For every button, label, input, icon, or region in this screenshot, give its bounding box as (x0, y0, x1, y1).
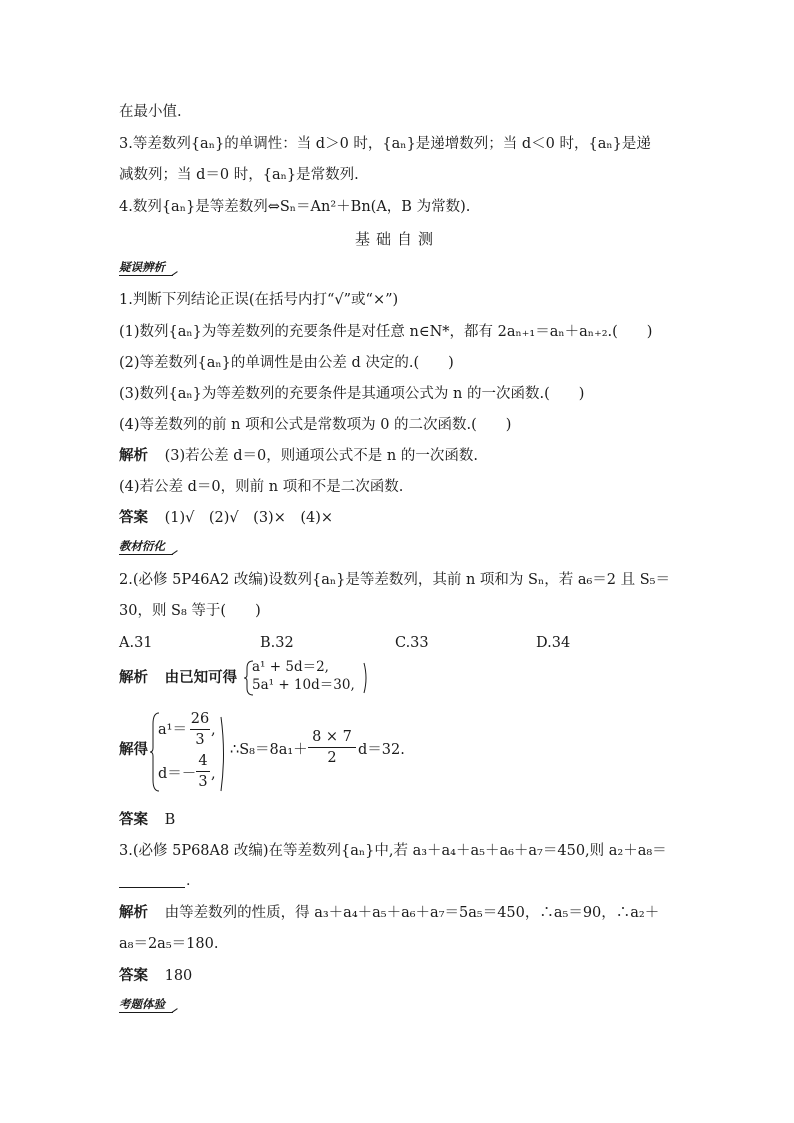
explanation-line (119, 903, 659, 923)
fraction-8x7-2 (308, 728, 356, 767)
explanation-line: (4)若公差 d＝0，则前 n 项和不是二次函数. (119, 479, 404, 495)
section-tag: 教材衍化 (119, 539, 173, 555)
answer-text: (1)√ (2)√ (3)× (4)× (164, 510, 334, 526)
fraction-4-3 (196, 752, 210, 791)
option-a: A.31 (119, 635, 153, 651)
option-b: B.32 (260, 635, 294, 651)
explanation-text: 由已知可得 (164, 669, 238, 686)
answer-text: B (164, 812, 176, 828)
option-c: C.33 (395, 635, 429, 651)
question-stem: 1.判断下列结论正误(在括号内打“√”或“×”) (119, 292, 399, 308)
fraction-bar (308, 747, 356, 748)
solve-label: 解得 (119, 741, 148, 758)
question-stem: 30，则 S₈ 等于( ) (119, 603, 261, 619)
solution-a1-lhs: a¹＝ (158, 722, 187, 738)
section-tag: 考题体验 (119, 997, 173, 1013)
equation-1: a¹ + 5d＝2, (252, 659, 329, 675)
explanation-line (119, 446, 478, 466)
fraction-denominator: 3 (195, 732, 205, 748)
text-line: 在最小值. (119, 104, 182, 120)
question-item: (4)等差数列的前 n 项和公式是常数项为 0 的二次函数.( ) (119, 417, 512, 433)
question-stem: 2.(必修 5P46A2 改编)设数列{aₙ}是等差数列，其前 n 项和为 Sₙ，若 a₆＝2 且 S₅＝ (119, 572, 670, 588)
comma: , (211, 722, 216, 738)
answer-label: 答案 (119, 811, 148, 828)
fraction-bar (190, 729, 210, 730)
question-item: (1)数列{aₙ}为等差数列的充要条件是对任意 n∈N*，都有 2aₙ₊₁＝aₙ＋aₙ₊₂.( ) (119, 324, 653, 340)
comma: , (211, 766, 216, 782)
explanation-line: a₈＝2a₅＝180. (119, 936, 219, 952)
explanation-line (119, 668, 237, 688)
therefore-expression: ∴S₈＝8a₁＋ (230, 742, 308, 758)
fraction-denominator: 3 (198, 774, 208, 790)
question-item: (2)等差数列{aₙ}的单调性是由公差 d 决定的.( ) (119, 355, 454, 371)
answer-label: 答案 (119, 967, 148, 984)
answer-line (119, 966, 192, 986)
answer-blank (119, 887, 185, 888)
explanation-text: 由等差数列的性质，得 a₃＋a₄＋a₅＋a₆＋a₇＝5a₅＝450，∴a₅＝90，∴a₂＋ (164, 905, 660, 921)
explanation-label: 解析 (119, 904, 148, 921)
answer-label: 答案 (119, 509, 148, 526)
explanation-label: 解析 (119, 447, 148, 464)
answer-text: 180 (164, 968, 193, 984)
text-line: 减数列；当 d＝0 时，{aₙ}是常数列. (119, 167, 359, 183)
fraction-numerator: 8 × 7 (312, 729, 352, 745)
answer-line (119, 810, 175, 830)
text-line: 4.数列{aₙ}是等差数列⇔Sₙ＝An²＋Bn(A，B 为常数). (119, 199, 471, 215)
text-line: 3.等差数列{aₙ}的单调性：当 d＞0 时，{aₙ}是递增数列；当 d＜0 时，{aₙ}是递 (119, 136, 651, 152)
answer-line (119, 508, 333, 528)
solution-d-lhs: d＝－ (158, 766, 197, 782)
question-item: (3)数列{aₙ}为等差数列的充要条件是其通项公式为 n 的一次函数.( ) (119, 386, 585, 402)
fraction-numerator: 26 (190, 711, 210, 727)
fraction-bar (196, 771, 210, 772)
option-d: D.34 (536, 635, 571, 651)
fraction-26-3 (190, 710, 210, 749)
equation-2: 5a¹ + 10d＝30, (252, 677, 355, 693)
section-tag: 疑误辨析 (119, 260, 173, 276)
fraction-denominator: 2 (327, 750, 337, 766)
right-paren-icon (362, 662, 370, 694)
fraction-numerator: 4 (198, 753, 208, 769)
explanation-label: 解析 (119, 669, 148, 686)
blank-period: . (186, 873, 191, 889)
section-title: 基础自测 (354, 230, 439, 248)
question-stem: 3.(必修 5P68A8 改编)在等差数列{aₙ}中,若 a₃＋a₄＋a₅＋a₆＋a₇＝450,则 a₂＋a₈＝ (119, 843, 667, 859)
explanation-text: (3)若公差 d＝0，则通项公式不是 n 的一次函数. (164, 448, 478, 464)
right-paren-icon (219, 716, 227, 792)
result-expression: d＝32. (358, 742, 405, 758)
